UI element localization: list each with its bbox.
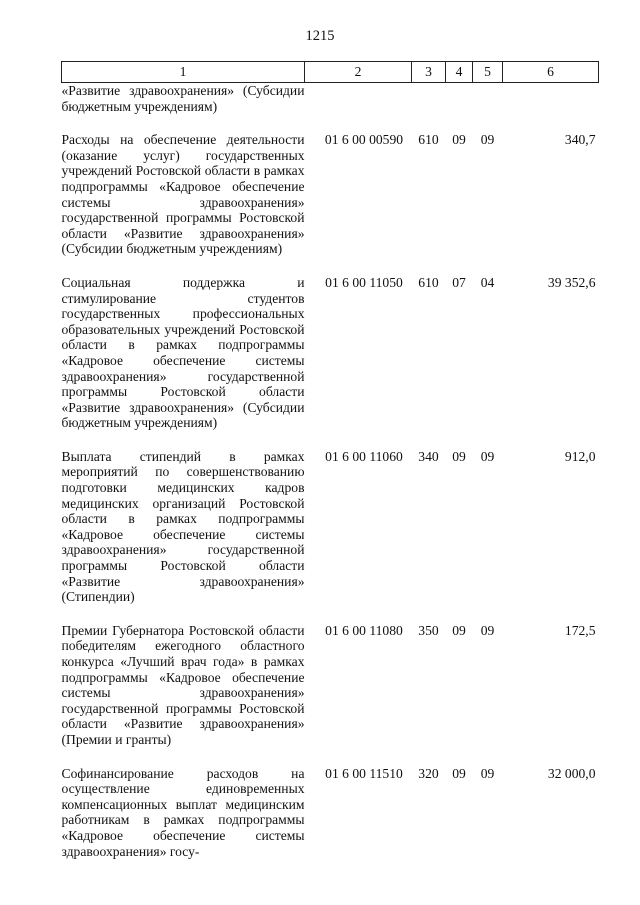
table-row [62,617,599,760]
table-row [62,269,599,443]
row-rz: 07 [452,274,466,290]
row-vr: 350 [418,622,439,638]
row-description: Софинансирование расходов на осуществление единовременных компенсационных выплат медицинским работникам в рамках подпрограммы «Кадровое обеспечение системы здравоохранения» госу- [61,765,305,859]
table-header [62,62,599,83]
budget-table [61,61,599,871]
header-col-6: 6 [503,62,599,83]
row-code: 01 6 00 11510 [325,765,403,781]
table-row [62,443,599,617]
table-body [62,83,599,872]
header-col-5: 5 [473,62,503,83]
row-description: Социальная поддержка и стимулирование студентов государственных профессиональных образовательных учреждений Ростовской области в рамках подпрограммы «Кадровое обеспечение системы здравоохранения» государственной программы Ростовской области «Развитие здравоохранения» (Субсидии бюджетным учреждениям) [61,274,305,431]
row-code: 01 6 00 11060 [325,448,403,464]
row-pr: 09 [480,448,495,464]
row-sum: 172,5 [564,622,596,638]
header-col-4: 4 [446,62,473,83]
header-row [62,62,599,83]
row-vr: 610 [418,274,439,290]
continuation-row [62,83,599,127]
row-pr: 04 [480,274,495,290]
table-row [62,760,599,872]
row-sum: 340,7 [564,132,596,148]
header-col-3: 3 [412,62,446,83]
row-code: 01 6 00 00590 [324,132,404,148]
row-sum: 32 000,0 [547,765,596,781]
row-rz: 09 [452,448,466,464]
continuation-text: «Развитие здравоохранения» (Субсидии бюджетным учреждениям) [61,83,305,114]
row-pr: 09 [480,132,495,148]
row-code: 01 6 00 11080 [325,622,403,638]
header-col-2: 2 [305,62,412,83]
row-description: Выплата стипендий в рамках мероприятий по совершенствованию подготовки медицинских кадров медицинских организаций Ростовской области в рамках подпрограммы «Кадровое обеспечение системы здравоохранения» государственной программы Ростовской области «Развитие здравоохранения» (Стипендии) [61,448,305,605]
row-rz: 09 [452,622,466,638]
row-sum: 912,0 [564,448,596,464]
header-col-1: 1 [62,62,305,83]
row-vr: 610 [418,132,439,148]
row-rz: 09 [452,132,466,148]
page-number: 1215 [305,28,335,44]
row-description: Премии Губернатора Ростовской области победителям ежегодного областного конкурса «Лучший врач года» в рамках подпрограммы «Кадровое обеспечение системы здравоохранения» государственной программы Ростовской области «Развитие здравоохранения» (Премии и гранты) [61,622,305,747]
row-rz: 09 [452,765,466,781]
row-pr: 09 [480,622,495,638]
row-code: 01 6 00 11050 [325,274,403,290]
row-description: Расходы на обеспечение деятельности (оказание услуг) государственных учреждений Ростовской области в рамках подпрограммы «Кадровое обеспечение системы здравоохранения» государственной программы Ростовской области «Развитие здравоохранения» (Субсидии бюджетным учреждениям) [61,132,305,257]
row-vr: 340 [418,448,439,464]
row-pr: 09 [480,765,495,781]
row-sum: 39 352,6 [547,274,596,290]
table-row [62,126,599,269]
row-vr: 320 [418,765,439,781]
